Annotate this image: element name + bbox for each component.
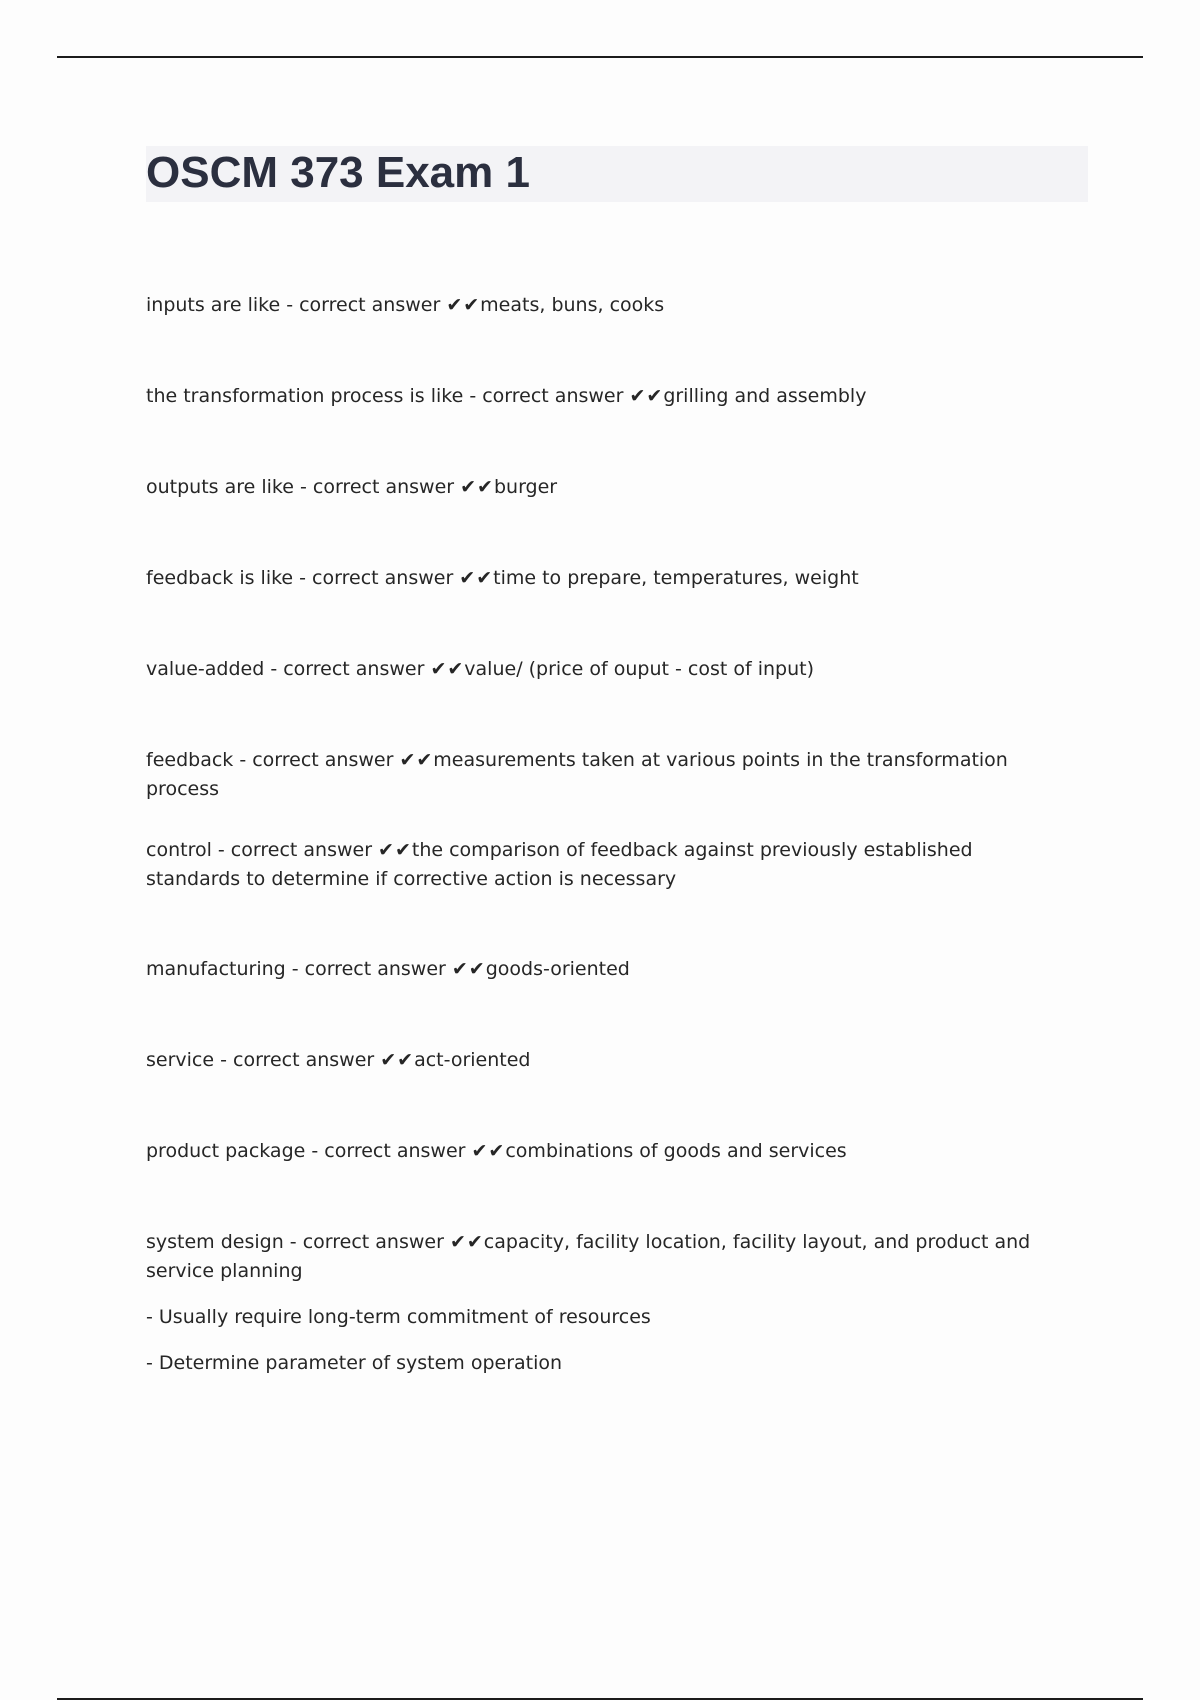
qa-entry xyxy=(146,291,1066,320)
qa-entry xyxy=(146,1228,1066,1286)
entry-answer: measurements taken at various points in the transformation process xyxy=(146,749,1008,800)
entry-separator: - correct answer xyxy=(233,749,400,771)
entry-term: value-added xyxy=(146,658,265,680)
double-check-icon: ✔✔ xyxy=(629,385,664,407)
double-check-icon: ✔✔ xyxy=(451,958,486,980)
entry-term: outputs are like xyxy=(146,476,294,498)
entry-separator: - correct answer xyxy=(280,294,447,316)
qa-entry xyxy=(146,1137,1066,1166)
entry-answer: goods-oriented xyxy=(485,958,630,980)
bullet-point: - Usually require long-term commitment of resources xyxy=(146,1306,651,1328)
double-check-icon: ✔✔ xyxy=(446,294,481,316)
entry-separator: - correct answer xyxy=(293,476,461,498)
entry-answer: the comparison of feedback against previously established standards to determine if corrective action is necessary xyxy=(146,839,973,890)
entry-answer: act-oriented xyxy=(414,1049,531,1071)
top-rule xyxy=(57,56,1143,58)
entry-answer: combinations of goods and services xyxy=(505,1140,847,1162)
entry-answer: capacity, facility location, facility layout, and product and service planning xyxy=(146,1231,1031,1282)
entry-term: feedback xyxy=(146,749,234,771)
entry-answer: meats, buns, cooks xyxy=(480,294,665,316)
double-check-icon: ✔✔ xyxy=(430,658,465,680)
double-check-icon: ✔✔ xyxy=(449,1231,484,1253)
qa-entry xyxy=(146,382,1066,411)
entry-separator: - correct answer xyxy=(463,385,630,407)
double-check-icon: ✔✔ xyxy=(460,476,494,498)
qa-entry xyxy=(146,746,1066,804)
qa-entry xyxy=(146,473,1066,502)
entry-separator: - correct answer xyxy=(285,958,452,980)
qa-entry xyxy=(146,564,1066,593)
entry-term: product package xyxy=(146,1140,306,1162)
entry-term: inputs are like xyxy=(146,294,281,316)
entry-separator: - correct answer xyxy=(305,1140,472,1162)
entry-answer: time to prepare, temperatures, weight xyxy=(493,567,859,589)
entry-answer: grilling and assembly xyxy=(663,385,867,407)
entry-separator: - correct answer xyxy=(283,1231,450,1253)
double-check-icon: ✔✔ xyxy=(378,839,412,861)
qa-entry xyxy=(146,836,1066,894)
double-check-icon: ✔✔ xyxy=(459,567,494,589)
qa-entry xyxy=(146,955,1066,984)
qa-entry xyxy=(146,655,1066,684)
double-check-icon: ✔✔ xyxy=(380,1049,415,1071)
entry-term: control xyxy=(146,839,212,861)
entry-separator: - correct answer xyxy=(214,1049,381,1071)
qa-entry xyxy=(146,1046,1066,1075)
entry-separator: - correct answer xyxy=(211,839,379,861)
entry-answer: burger xyxy=(493,476,558,498)
entry-term: manufacturing xyxy=(146,958,286,980)
entry-term: the transformation process is like xyxy=(146,385,464,407)
double-check-icon: ✔✔ xyxy=(399,749,434,771)
entry-separator: - correct answer xyxy=(264,658,431,680)
entry-answer: value/ (price of ouput - cost of input) xyxy=(464,658,814,680)
double-check-icon: ✔✔ xyxy=(471,1140,506,1162)
entry-term: service xyxy=(146,1049,215,1071)
entry-term: system design xyxy=(146,1231,284,1253)
entry-term: feedback is like xyxy=(146,567,294,589)
document-title: OSCM 373 Exam 1 xyxy=(146,148,530,197)
entry-separator: - correct answer xyxy=(293,567,460,589)
bullet-point: - Determine parameter of system operation xyxy=(146,1352,563,1374)
